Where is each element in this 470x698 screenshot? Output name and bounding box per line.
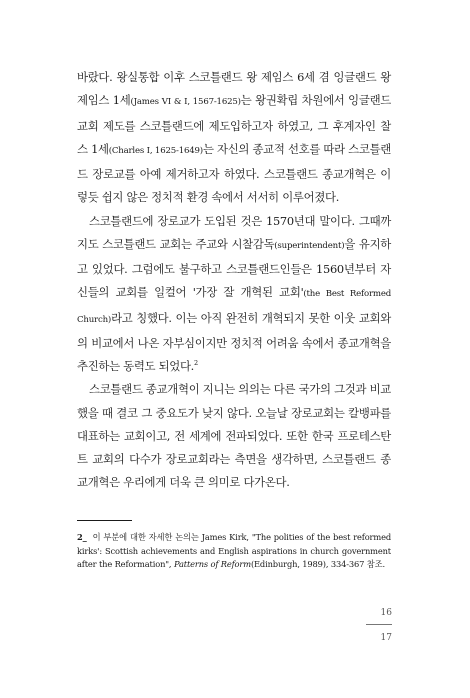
footnote-ref[interactable]: 2	[194, 359, 198, 368]
page-number-right: 17	[380, 633, 392, 643]
page-number-left: 16	[380, 608, 392, 618]
footnote-title: Patterns of Reform	[173, 559, 251, 570]
paragraph-3: 스코틀랜드 종교개혁이 지니는 의의는 다른 국가의 그것과 비교했을 때 결코 그 중요도가 낮지 않다. 오늘날 장로교회는 칼뱅파를 대표하는 교회이고, 전 세계에 전파되었다. 또한 한국 프로테스탄트 교회의 다수가 장로교회라는 측면을 생각하면, 스코틀랜드 종교개혁은 우리에게 더욱 큰 의미로 다가온다.	[77, 382, 391, 490]
paragraph-2: 스코틀랜드에 장로교가 도입된 것은 1570년대 말이다. 그때까지도 스코틀랜드 교회는 주교와 시찰감독(superintendent)을 유지하고 있었다. 그럼에도 불구하고 스코틀랜드인들은 1560년부터 자신들의 교회를 일컬어 '가장 잘 개혁된 교회'(the Best Reformed Church)라고 칭했다. 이는 아직 완전히 개혁되지 못한 이웃 교회와의 비교에서 나온 자부심이지만 정치적 어려움 속에서 종교개혁을 추진하는 동력도 되었다.$^2$	[77, 213, 392, 373]
footnote: 2_ 이 부분에 대한 자세한 논의는 James Kirk, "The polities of the best reformed kirks': Scottish achievements and English aspirations in church government after the Reformation", Patterns of Reform(Edinburgh, 1989), 334-367 참조.	[77, 532, 391, 570]
folio-divider	[366, 624, 392, 625]
paragraph-1: 바랐다. 왕실통합 이후 스코틀랜드 왕 제임스 6세 겸 잉글랜드 왕 제임스 1세(James VI & I, 1567-1625)는 왕권확립 차원에서 잉글랜드 교회 제도를 스코틀랜드에 제도입하고자 하였고, 그 후계자인 찰스 1세(Charles I, 1625-1649)는 자신의 종교적 선호를 따라 스코틀랜드 장로교를 아예 제거하고자 하였다. 스코틀랜드 종교개혁은 이렇듯 쉽지 않은 정치적 환경 속에서 서서히 이루어졌다.	[77, 70, 391, 205]
footnote-number: 2_	[77, 532, 87, 542]
footnote-rule	[77, 520, 132, 521]
body-text	[77, 66, 391, 495]
